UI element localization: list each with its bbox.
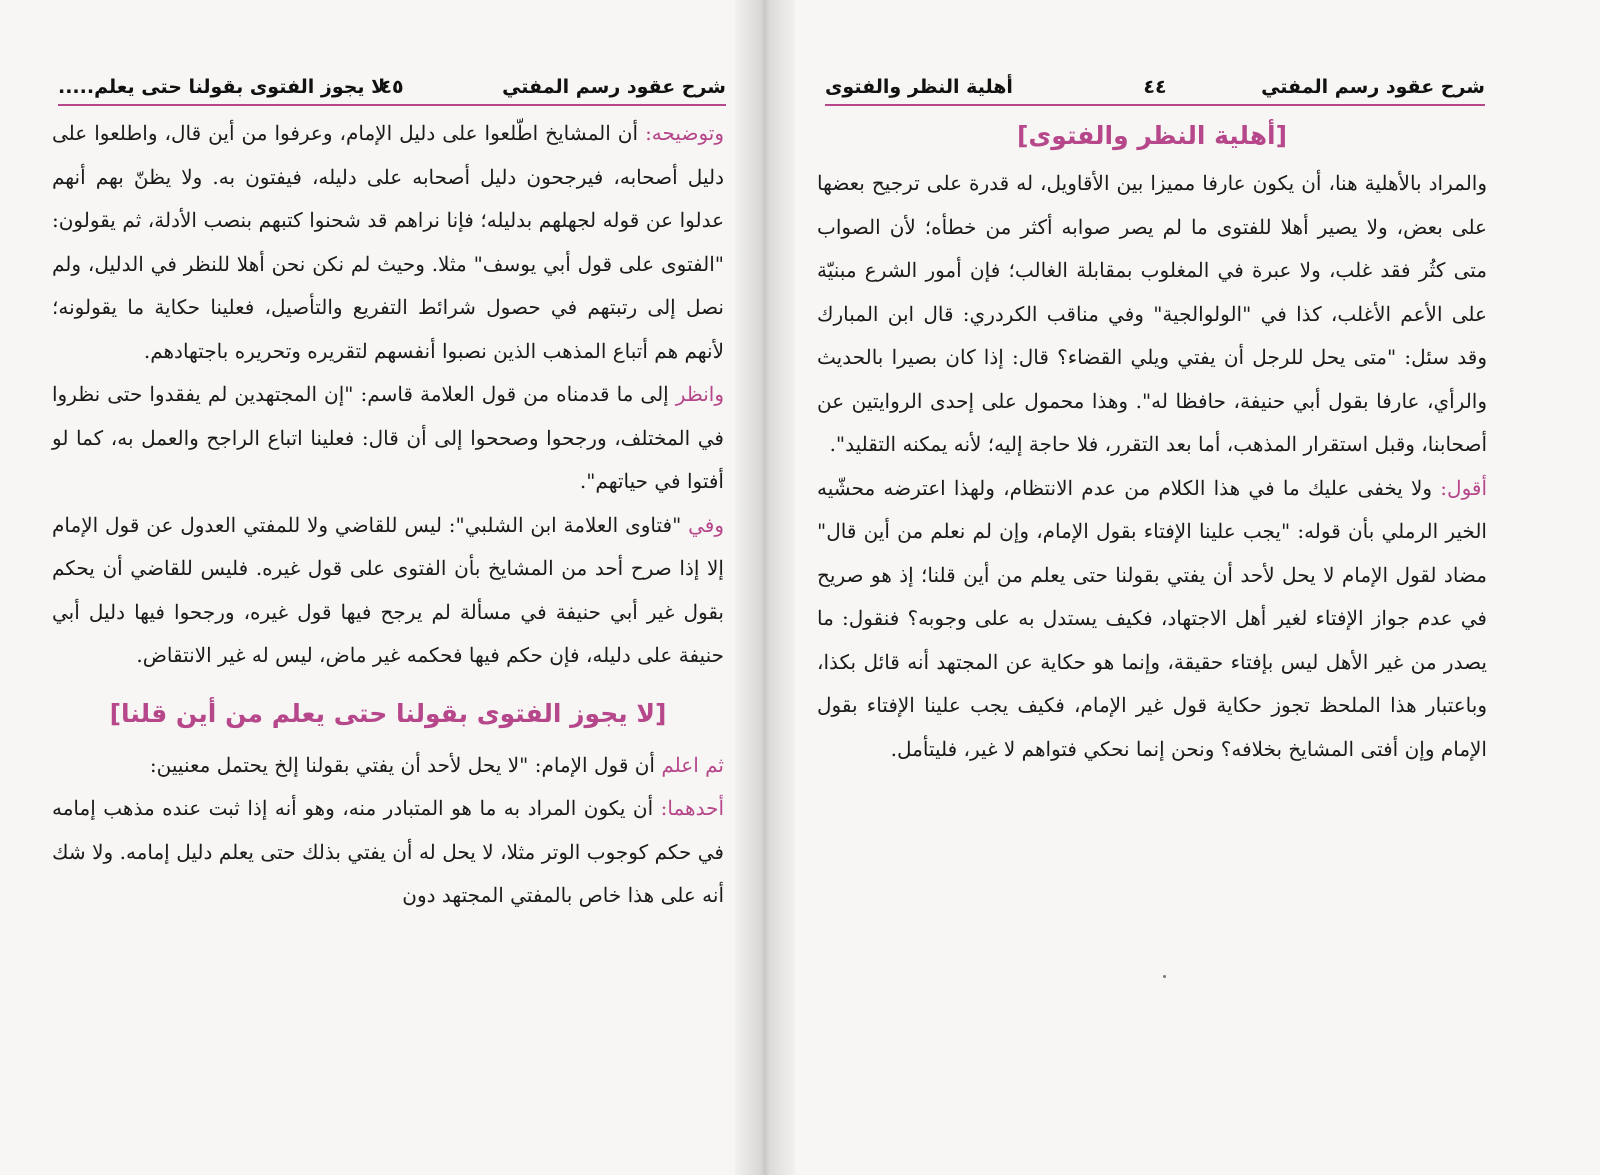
left-paragraph-4: [52, 744, 724, 788]
paragraph-text: "فتاوى العلامة ابن الشلبي": ليس للقاضي ولا للمفتي العدول عن قول الإمام إلا إذا صرح أحد من المشايخ بأن الفتوى على قول غيره. فليس للقاضي أن يحكم بقول غير أبي حنيفة في مسألة لم يرجح فيها قول غيره، ورجحوا فيها دليل أبي حنيفة على دليله، فإن حكم فيها فحكمه غير ماض، ليس له غير الانتقاض.: [52, 512, 724, 667]
lead-word: وتوضيحه:: [645, 121, 725, 145]
left-running-head: [58, 70, 726, 106]
lead-word: وانظر: [675, 382, 725, 406]
right-page: [795, 0, 1600, 1175]
right-page-body: [817, 162, 1487, 771]
right-page-number: ٤٤: [1143, 76, 1167, 98]
right-chapter-title: أهلية النظر والفتوى: [825, 76, 1013, 98]
left-paragraph-3: [52, 504, 724, 678]
right-section-heading: [أهلية النظر والفتوى]: [1016, 121, 1288, 150]
left-page-body: [52, 112, 724, 918]
left-section-heading: [لا يجوز الفتوى بقولنا حتى يعلم من أين قلنا]: [109, 698, 667, 728]
right-paragraph-2: [817, 467, 1487, 772]
right-running-head: [825, 70, 1485, 106]
lead-word: وفي: [688, 512, 724, 537]
left-paragraph-5: [52, 787, 724, 918]
ink-speck: [1163, 975, 1166, 978]
right-paragraph-1: [817, 162, 1487, 467]
left-chapter-title: لا يجوز الفتوى بقولنا حتى يعلم.....: [58, 76, 386, 98]
lead-word: أقول:: [1440, 475, 1488, 500]
lead-word: ثم اعلم: [661, 752, 724, 777]
left-page-number: ٤٥: [380, 76, 404, 98]
left-paragraph-2: [52, 373, 724, 504]
paragraph-text: ولا يخفى عليك ما في هذا الكلام من عدم الانتظام، ولهذا اعترضه محشّيه الخير الرملي بأن قوله: "يجب علينا الإفتاء بقول الإمام، وإن لم نعلم من أين قال" مضاد لقول الإمام لا يحل لأحد أن يفتي بقولنا حتى يعلم من أين قلنا؛ إذ هو صريح في عدم جواز الإفتاء لغير أهل الاجتهاد، فكيف يستدل به على وجوبه؟ فنقول: ما يصدر من غير الأهل ليس بإفتاء حقيقة، وإنما هو حكاية عن المجتهد أنه قائل بكذا، وباعتبار هذا الملحظ تجوز حكاية قول غير الإمام، فكيف يجب علينا الإفتاء بقول الإمام وإن أفتى المشايخ بخلافه؟ ونحن إنما نحكي فتواهم لا غير، فليتأمل.: [817, 475, 1487, 761]
paragraph-text: أن يكون المراد به ما هو المتبادر منه، وهو أنه إذا ثبت عنده مذهب إمامه في حكم كوجوب الوتر مثلا، لا يحل له أن يفتي بذلك حتى يعلم دليل إمامه. ولا شك أنه على هذا خاص بالمفتي المجتهد دون: [52, 796, 724, 907]
left-page: [0, 0, 735, 1175]
left-book-title: شرح عقود رسم المفتي: [502, 76, 726, 98]
right-book-title: شرح عقود رسم المفتي: [1261, 76, 1485, 98]
left-paragraph-1: [52, 112, 724, 373]
paragraph-text: إلى ما قدمناه من قول العلامة قاسم: "إن المجتهدين لم يفقدوا حتى نظروا في المختلف، ورجحوا وصححوا إلى أن قال: فعلينا اتباع الراجح والعمل به، كما لو أفتوا في حياتهم".: [52, 382, 724, 493]
paragraph-text: أن المشايخ اطّلعوا على دليل الإمام، وعرفوا من أين قال، واطلعوا على دليل أصحابه، فيرجحون دليل أصحابه على دليله، فيفتون به. ولا يظنّ بهم أنهم عدلوا عن قوله لجهلهم بدليله؛ فإنا نراهم قد شحنوا كتبهم بنصب الأدلة، ثم يقولون: "الفتوى على قول أبي يوسف" مثلا. وحيث لم نكن نحن أهلا للنظر في الدليل، ولم نصل إلى رتبتهم في حصول شرائط التفريع والتأصيل، فعلينا حكاية ما يقولونه؛ لأنهم هم أتباع المذهب الذين نصبوا أنفسهم لتقريره وتحريره باجتهادهم.: [52, 121, 724, 363]
paragraph-text: أن قول الإمام: "لا يحل لأحد أن يفتي بقولنا إلخ يحتمل معنيين:: [149, 752, 655, 777]
paragraph-text: والمراد بالأهلية هنا، أن يكون عارفا مميزا بين الأقاويل، له قدرة على ترجيح بعضها على بعض، ولا يصير أهلا للفتوى ما لم يصر صوابه أكثر من خطأه؛ لأن الصواب متى كثُر فقد غلب، ولا عبرة في المغلوب بمقابلة الغالب؛ فإن أمور الشرع مبنيّة على الأعم الأغلب، كذا في "الولوالجية" وفي مناقب الكردري: قال ابن المبارك وقد سئل: "متى يحل للرجل أن يفتي ويلي القضاء؟ قال: إذا كان بصيرا بالحديث والرأي، عارفا بقول أبي حنيفة، حافظا له". وهذا محمول على إحدى الروايتين عن أصحابنا، وقبل استقرار المذهب، أما بعد التقرر، فلا حاجة إليه؛ لأنه يمكنه التقليد".: [817, 171, 1487, 456]
lead-word: أحدهما:: [660, 796, 724, 820]
book-gutter: [735, 0, 795, 1175]
